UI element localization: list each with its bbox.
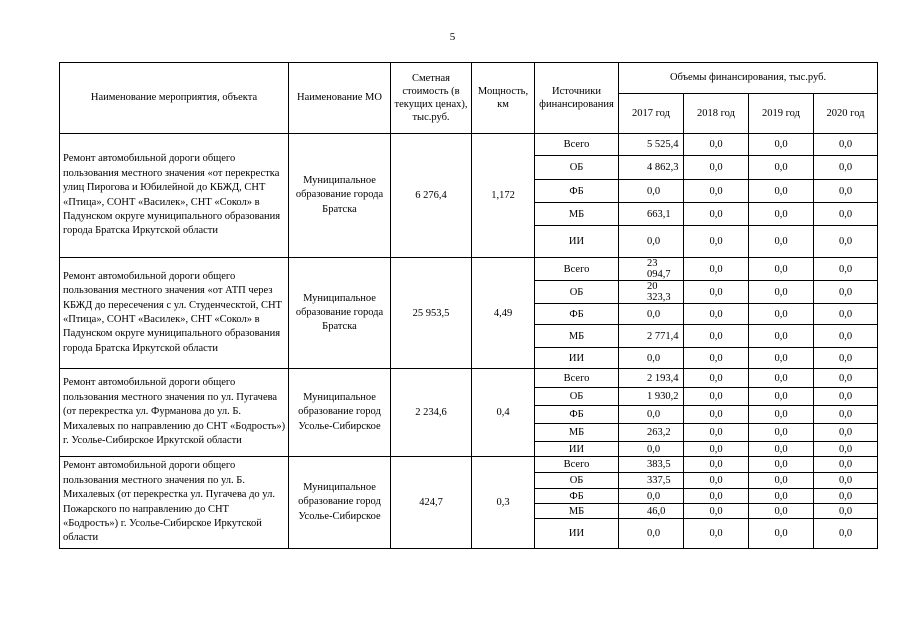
cell-source: МБ [535, 203, 619, 226]
cell-value: 0,0 [619, 226, 684, 258]
cell-value: 0,0 [749, 348, 814, 369]
cell-value: 0,0 [814, 504, 878, 519]
header-cost: Сметная стоимость (в текущих ценах), тыс.руб. [391, 63, 472, 134]
cell-source: Всего [535, 457, 619, 473]
cell-value: 0,0 [749, 442, 814, 457]
cell-value: 0,0 [684, 226, 749, 258]
cell-value: 20 323,3 [619, 281, 684, 304]
cell-value: 46,0 [619, 504, 684, 519]
header-year: 2017 год [619, 94, 684, 134]
cell-source: МБ [535, 424, 619, 442]
cell-name: Ремонт автомобильной дороги общего пользования местного значения «от АТП через КБЖД до пересечения с ул. Студенческтой, СНТ «Птица», СОНТ «Василек», СНТ «Сокол» в Падунском округе муниципального образования города Братска Иркутской области [60, 258, 289, 369]
cell-value: 0,0 [814, 388, 878, 406]
cell-source: Всего [535, 258, 619, 281]
cell-value: 0,0 [749, 180, 814, 203]
cell-value: 0,0 [814, 180, 878, 203]
cell-source: Всего [535, 134, 619, 156]
cell-value: 0,0 [684, 369, 749, 388]
cell-value: 0,0 [814, 519, 878, 549]
cell-source: ИИ [535, 442, 619, 457]
cell-value: 0,0 [684, 424, 749, 442]
cell-value: 0,0 [684, 134, 749, 156]
cell-value: 0,0 [749, 203, 814, 226]
cell-value: 0,0 [749, 156, 814, 180]
cell-value: 0,0 [684, 180, 749, 203]
cell-source: ФБ [535, 304, 619, 325]
cell-source: МБ [535, 504, 619, 519]
cell-value: 0,0 [619, 519, 684, 549]
cell-value: 0,0 [684, 281, 749, 304]
cell-value: 0,0 [619, 442, 684, 457]
cell-source: ФБ [535, 180, 619, 203]
cell-cost: 25 953,5 [391, 258, 472, 369]
cell-mo: Муниципальное образование города Братска [289, 134, 391, 258]
table-body [60, 134, 878, 549]
cell-cost: 424,7 [391, 457, 472, 549]
cell-value: 0,0 [619, 180, 684, 203]
cell-source: ИИ [535, 226, 619, 258]
cell-value: 2 193,4 [619, 369, 684, 388]
cell-name: Ремонт автомобильной дороги общего пользования местного значения «от перекрестка улиц Пирогова и Юбилейной до КБЖД, СНТ «Птица», СОНТ «Василек», СНТ «Сокол» в Падунском округе муниципального образования города Братска Иркутской области [60, 134, 289, 258]
cell-value: 0,0 [684, 304, 749, 325]
cell-value: 663,1 [619, 203, 684, 226]
cell-value: 0,0 [814, 325, 878, 348]
cell-source: ФБ [535, 489, 619, 504]
cell-value: 0,0 [749, 473, 814, 489]
cell-value: 0,0 [749, 424, 814, 442]
table-row [60, 457, 878, 473]
table-row [60, 258, 878, 281]
cell-name: Ремонт автомобильной дороги общего пользования местного значения по ул. Пугачева (от перекрестка ул. Фурманова до ул. Б. Михалевых по направлению до СНТ «Бодрость») г. Усолье-Сибирское Иркутской области [60, 369, 289, 457]
cell-power: 0,3 [472, 457, 535, 549]
cell-value: 4 862,3 [619, 156, 684, 180]
cell-value: 0,0 [814, 406, 878, 424]
cell-cost: 2 234,6 [391, 369, 472, 457]
page-number: 5 [449, 31, 456, 43]
cell-value: 337,5 [619, 473, 684, 489]
cell-value: 0,0 [814, 134, 878, 156]
cell-value: 0,0 [749, 258, 814, 281]
header-power: Мощность, км [472, 63, 535, 134]
cell-power: 1,172 [472, 134, 535, 258]
cell-value: 0,0 [749, 406, 814, 424]
cell-value: 5 525,4 [619, 134, 684, 156]
cell-value: 0,0 [814, 304, 878, 325]
cell-value: 1 930,2 [619, 388, 684, 406]
header-source: Источники финансирования [535, 63, 619, 134]
cell-value: 0,0 [619, 489, 684, 504]
financing-table [59, 62, 878, 549]
cell-value: 0,0 [814, 258, 878, 281]
cell-value: 0,0 [749, 489, 814, 504]
cell-value: 0,0 [814, 473, 878, 489]
cell-value: 0,0 [684, 156, 749, 180]
header-year: 2020 год [814, 94, 878, 134]
cell-source: ИИ [535, 519, 619, 549]
cell-value: 0,0 [684, 473, 749, 489]
cell-value: 0,0 [814, 457, 878, 473]
cell-power: 0,4 [472, 369, 535, 457]
cell-value: 0,0 [684, 388, 749, 406]
cell-value: 0,0 [814, 442, 878, 457]
cell-value: 0,0 [814, 369, 878, 388]
header-volumes: Объемы финансирования, тыс.руб. [619, 63, 878, 94]
cell-power: 4,49 [472, 258, 535, 369]
cell-value: 0,0 [814, 156, 878, 180]
cell-value: 0,0 [619, 304, 684, 325]
cell-value: 0,0 [749, 134, 814, 156]
cell-source: МБ [535, 325, 619, 348]
cell-value: 0,0 [684, 406, 749, 424]
cell-value: 0,0 [684, 203, 749, 226]
header-year: 2018 год [684, 94, 749, 134]
cell-value: 23 094,7 [619, 258, 684, 281]
cell-value: 0,0 [749, 304, 814, 325]
cell-value: 383,5 [619, 457, 684, 473]
cell-value: 0,0 [684, 258, 749, 281]
cell-source: ОБ [535, 156, 619, 180]
cell-value: 0,0 [684, 348, 749, 369]
cell-value: 0,0 [684, 457, 749, 473]
cell-value: 0,0 [684, 519, 749, 549]
cell-value: 0,0 [814, 203, 878, 226]
cell-value: 0,0 [749, 226, 814, 258]
cell-value: 0,0 [814, 281, 878, 304]
table-row [60, 369, 878, 388]
cell-name: Ремонт автомобильной дороги общего пользования местного значения по ул. Б. Михалевых (от перекрестка ул. Пугачева до ул. Пожарского по направлению до СНТ «Бодрость») г. Усолье-Сибирское Иркутской области [60, 457, 289, 549]
cell-value: 0,0 [814, 348, 878, 369]
cell-value: 263,2 [619, 424, 684, 442]
cell-value: 0,0 [749, 281, 814, 304]
cell-source: ОБ [535, 473, 619, 489]
table-row [60, 134, 878, 156]
header-name: Наименование мероприятия, объекта [60, 63, 289, 134]
cell-value: 0,0 [814, 424, 878, 442]
cell-value: 0,0 [749, 369, 814, 388]
cell-value: 0,0 [749, 457, 814, 473]
cell-value: 0,0 [814, 226, 878, 258]
cell-source: ОБ [535, 281, 619, 304]
cell-mo: Муниципальное образование город Усолье-Сибирское [289, 457, 391, 549]
cell-value: 0,0 [619, 406, 684, 424]
cell-value: 0,0 [619, 348, 684, 369]
cell-value: 0,0 [749, 325, 814, 348]
cell-mo: Муниципальное образование город Усолье-Сибирское [289, 369, 391, 457]
cell-source: ИИ [535, 348, 619, 369]
cell-value: 0,0 [749, 504, 814, 519]
cell-cost: 6 276,4 [391, 134, 472, 258]
cell-value: 0,0 [749, 388, 814, 406]
cell-value: 0,0 [684, 489, 749, 504]
cell-value: 2 771,4 [619, 325, 684, 348]
cell-value: 0,0 [684, 442, 749, 457]
cell-source: ОБ [535, 388, 619, 406]
cell-value: 0,0 [814, 489, 878, 504]
cell-source: ФБ [535, 406, 619, 424]
cell-source: Всего [535, 369, 619, 388]
cell-mo: Муниципальное образование города Братска [289, 258, 391, 369]
cell-value: 0,0 [684, 504, 749, 519]
cell-value: 0,0 [684, 325, 749, 348]
header-year: 2019 год [749, 94, 814, 134]
header-mo: Наименование МО [289, 63, 391, 134]
cell-value: 0,0 [749, 519, 814, 549]
